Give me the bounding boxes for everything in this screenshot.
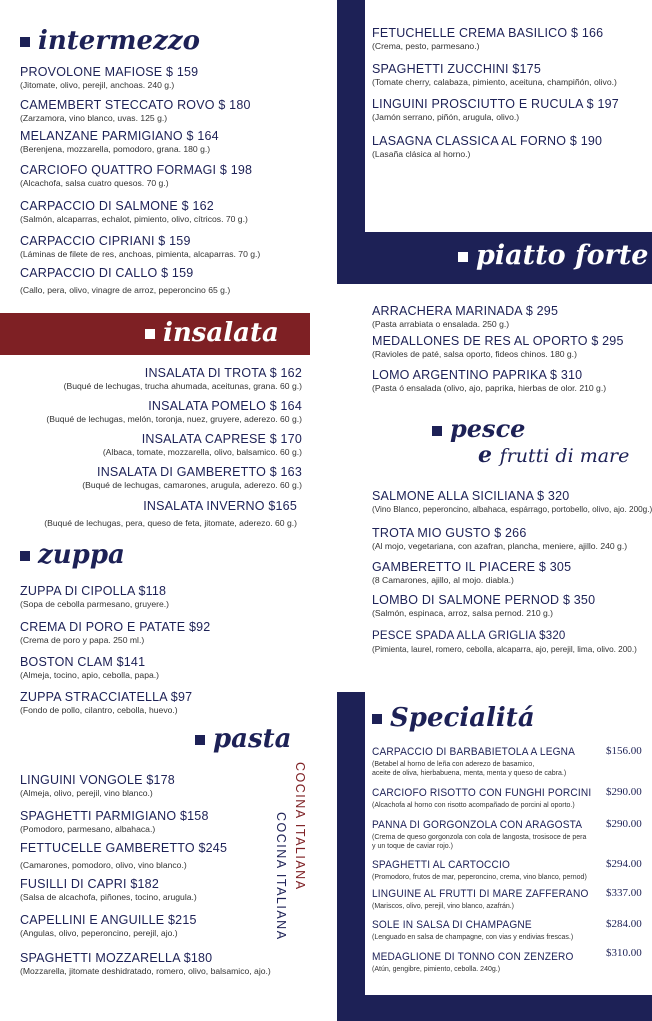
menu-item-zuppa [20,584,169,610]
item-description: (Jamón serrano, piñón, arugula, olivo.) [372,112,520,122]
item-description: (Callo, pera, olivo, vinagre de arroz, peperoncino 65 g.) [20,285,231,295]
item-name: TROTA MIO GUSTO $ 266 [372,526,527,540]
item-description: (Lasaña clásica al horno.) [372,149,471,159]
item-name: CARPACCIO DI SALMONE $ 162 [20,199,214,213]
specialita-price: $284.00 [606,918,642,930]
square-bullet-icon [458,252,468,262]
item-name: SALMONE ALLA SICILIANA $ 320 [372,489,570,503]
specialita-price: $290.00 [606,786,642,798]
menu-item-specialita [372,887,607,911]
item-description: (Albaca, tomate, mozzarella, olivo, balsamico. 60 g.) [102,447,302,457]
item-description: (Betabel al horno de leña con aderezo de basamico, [372,761,535,768]
item-description: (Sopa de cebolla parmesano, gruyere.) [20,599,170,609]
item-description: (Pasta ó ensalada (olivo, ajo, paprika, hierbas de olor. 210 g.) [372,383,607,393]
item-description: (Pasta arrabiata o ensalada. 250 g.) [372,319,510,329]
menu-item-specialita [372,818,600,851]
item-description: (Crema de queso gorgonzola con cola de langosta, trosisoce de pera [372,834,587,841]
item-description: (Almeja, olivo, perejil, vino blanco.) [20,788,153,798]
menu-item-intermezzo [20,266,230,296]
item-description: (Buqué de lechugas, pera, queso de feta, jitomate, aderezo. 60 g.) [44,518,297,528]
item-name: SPAGHETTI PARMIGIANO $158 [20,809,209,823]
menu-item-pasta [20,841,227,871]
item-name: SPAGHETTI ZUCCHINI $175 [372,62,541,76]
menu-item-intermezzo [20,65,198,91]
menu-item-specialita [372,786,610,810]
item-name: LINGUINE AL FRUTTI DI MARE ZAFFERANO [372,888,589,900]
menu-item-specialita [372,950,591,974]
square-bullet-icon [145,329,155,339]
item-description: (Láminas de filete de res, anchoas, pimienta, alcaparras. 70 g.) [20,249,261,259]
item-description: (Berenjena, mozzarella, pomodoro, grana. 180 g.) [20,144,211,154]
menu-item-zuppa [20,620,210,646]
menu-item-zuppa [20,690,192,716]
item-description: (Camarones, pomodoro, olivo, vino blanco.) [20,860,187,870]
pesce-heading-line2: e frutti di mare [478,442,630,468]
menu-item-pesce [372,629,637,655]
item-description: (Lenguado en salsa de champagne, con vias y endivias frescas.) [372,934,574,941]
item-name: SPAGHETTI AL CARTOCCIO [372,859,511,871]
menu-item-pasta [20,809,209,835]
item-description: (Mozzarella, jitomate deshidratado, romero, olivo, balsamico, ajo.) [20,966,271,976]
menu-item-intermezzo [20,234,260,260]
menu-item-pesce [372,593,595,619]
menu-item-intermezzo [20,163,252,189]
item-description: (Zarzamora, vino blanco, uvas. 125 g.) [20,113,168,123]
item-name: MEDALLONES DE RES AL OPORTO $ 295 [372,334,624,348]
menu-item-intermezzo [20,98,251,124]
item-name: LINGUINI VONGOLE $178 [20,773,175,787]
menu-item-insalata [103,432,302,458]
item-name: FUSILLI DI CAPRI $182 [20,877,159,891]
menu-item-insalata [44,499,297,529]
menu-item-piatto-forte [372,334,624,360]
square-bullet-icon [20,551,30,561]
menu-item-pesce [372,489,652,515]
item-name: MELANZANE PARMIGIANO $ 164 [20,129,219,143]
item-description: (Buqué de lechugas, melón, toronja, nuez, gruyere, aderezo. 60 g.) [46,414,302,424]
pesce-heading-line1: pesce [432,414,525,443]
pasta-heading: pasta [195,724,292,754]
menu-item-pesce [372,560,571,586]
item-description: (Pimienta, laurel, romero, cebolla, alcaparra, ajo, perejil, lima, olivo. 200.) [372,645,637,654]
piatto-forte-heading: piatto forte [458,240,648,271]
specialita-heading: Specialitá [372,703,535,733]
item-name: LOMO ARGENTINO PAPRIKA $ 310 [372,368,583,382]
zuppa-heading: zuppa [20,540,125,570]
item-name: SOLE IN SALSA DI CHAMPAGNE [372,919,532,931]
item-description: (8 Camarones, ajillo, al mojo. diabla.) [372,575,514,585]
cocina-italiana-vertical-red: COCINA ITALIANA [293,762,307,891]
menu-item-intermezzo [20,199,248,225]
menu-item-pasta [20,773,175,799]
item-name: LINGUINI PROSCIUTTO E RUCULA $ 197 [372,97,619,111]
menu-item-insalata [64,366,302,392]
item-description: (Salmón, alcaparras, echalot, pimiento, olivo, cítricos. 70 g.) [20,214,248,224]
menu-item-insalata [82,465,302,491]
item-description: (Almeja, tocino, apio, cebolla, papa.) [20,670,160,680]
menu-item-insalata [46,399,302,425]
item-description: (Buqué de lechugas, camarones, arugula, aderezo. 60 g.) [82,480,302,490]
menu-item-zuppa [20,655,159,681]
item-description: (Mariscos, olivo, perejil, vino blanco, azafrán.) [372,903,515,910]
item-description: aceite de oliva, hierbabuena, menta, menta y queso de cabra.) [372,770,567,777]
item-description: y un toque de caviar rojo.) [372,843,453,850]
item-description: (Promodoro, frutos de mar, peperoncino, crema, vino blanco, pernod) [372,874,587,881]
item-description: (Angulas, olivo, peperoncino, perejil, ajo.) [20,928,178,938]
item-name: SPAGHETTI MOZZARELLA $180 [20,951,213,965]
item-name: GAMBERETTO IL PIACERE $ 305 [372,560,572,574]
insalata-heading: insalata [145,318,279,348]
item-name: INSALATA DI TROTA $ 162 [144,366,302,380]
specialita-side-bar [337,692,365,1021]
item-name: ZUPPA STRACCIATELLA $97 [20,690,193,704]
item-name: FETUCHELLE CREMA BASILICO $ 166 [372,26,604,40]
square-bullet-icon [20,37,30,47]
specialita-bottom-bar [337,995,652,1021]
menu-item-pesce [372,526,627,552]
item-name: INSALATA DI GAMBERETTO $ 163 [97,465,302,479]
square-bullet-icon [195,735,205,745]
menu-item-piatto-forte [372,368,606,394]
menu-item-pasta-right [372,26,603,52]
item-name: CARCIOFO QUATTRO FORMAGI $ 198 [20,163,253,177]
menu-item-specialita [372,918,573,942]
item-name: CAPELLINI E ANGUILLE $215 [20,913,197,927]
menu-item-pasta [20,877,197,903]
item-name: MEDAGLIONE DI TONNO CON ZENZERO [372,951,574,963]
item-name: PROVOLONE MAFIOSE $ 159 [20,65,199,79]
cocina-italiana-vertical-navy: COCINA ITALIANA [274,812,288,941]
menu-item-pasta-right [372,62,617,88]
item-name: CARPACCIO DI CALLO $ 159 [20,266,194,280]
item-name: CARPACCIO CIPRIANI $ 159 [20,234,191,248]
menu-item-pasta-right [372,134,602,160]
item-description: (Salmón, espinaca, arroz, salsa pernod. 210 g.) [372,608,554,618]
menu-item-intermezzo [20,129,219,155]
menu-item-piatto-forte [372,304,558,330]
item-name: CAMEMBERT STECCATO ROVO $ 180 [20,98,251,112]
item-description: (Crema de poro y papa. 250 ml.) [20,635,145,645]
item-description: (Vino Blanco, peperoncino, albahaca, espárrago, portobello, olivo, ajo. 200g.) [372,505,652,514]
item-description: (Jitomate, olivo, perejil, anchoas. 240 g.) [20,80,175,90]
intermezzo-heading: intermezzo [20,26,200,56]
item-name: BOSTON CLAM $141 [20,655,146,669]
menu-item-pasta [20,951,271,977]
menu-item-pasta [20,913,197,939]
item-name: LOMBO DI SALMONE PERNOD $ 350 [372,593,596,607]
item-name: CARCIOFO RISOTTO CON FUNGHI PORCINI [372,787,592,799]
item-description: (Alcachofa, salsa cuatro quesos. 70 g.) [20,178,169,188]
item-description: (Crema, pesto, parmesano.) [372,41,480,51]
menu-item-pasta-right [372,97,619,123]
navy-bar-top-vertical [337,0,365,252]
item-description: (Ravioles de paté, salsa oporto, fideos chinos. 180 g.) [372,349,577,359]
specialita-price: $290.00 [606,818,642,830]
item-name: ZUPPA DI CIPOLLA $118 [20,584,167,598]
item-name: PANNA DI GORGONZOLA CON ARAGOSTA [372,819,583,831]
item-description: (Pomodoro, parmesano, albahaca.) [20,824,156,834]
square-bullet-icon [432,426,442,436]
item-description: (Atún, gengibre, pimiento, cebolla. 240g.) [372,966,501,973]
menu-item-specialita [372,745,593,778]
item-name: PESCE SPADA ALLA GRIGLIA $320 [372,630,566,642]
item-description: (Tomate cherry, calabaza, pimiento, aceituna, champiñón, olivo.) [372,77,617,87]
item-name: LASAGNA CLASSICA AL FORNO $ 190 [372,134,603,148]
item-name: CREMA DI PORO E PATATE $92 [20,620,211,634]
specialita-price: $156.00 [606,745,642,757]
specialita-price: $337.00 [606,887,642,899]
item-description: (Alcachofa al horno con risotto acompañado de porcini al oporto.) [372,802,575,809]
item-name: INSALATA INVERNO $165 [143,499,297,513]
specialita-price: $310.00 [606,947,642,959]
specialita-price: $294.00 [606,858,642,870]
item-name: FETTUCELLE GAMBERETTO $245 [20,841,228,855]
square-bullet-icon [372,714,382,724]
item-description: (Al mojo, vegetariana, con azafran, plancha, meniere, ajillo. 240 g.) [372,541,628,551]
menu-item-specialita [372,858,587,882]
item-name: CARPACCIO DI BARBABIETOLA A LEGNA [372,746,576,758]
item-name: ARRACHERA MARINADA $ 295 [372,304,559,318]
item-name: INSALATA POMELO $ 164 [148,399,302,413]
item-name: INSALATA CAPRESE $ 170 [141,432,302,446]
item-description: (Buqué de lechugas, trucha ahumada, aceitunas, grana. 60 g.) [63,381,302,391]
item-description: (Fondo de pollo, cilantro, cebolla, huevo.) [20,705,178,715]
item-description: (Salsa de alcachofa, piñones, tocino, arugula.) [20,892,197,902]
